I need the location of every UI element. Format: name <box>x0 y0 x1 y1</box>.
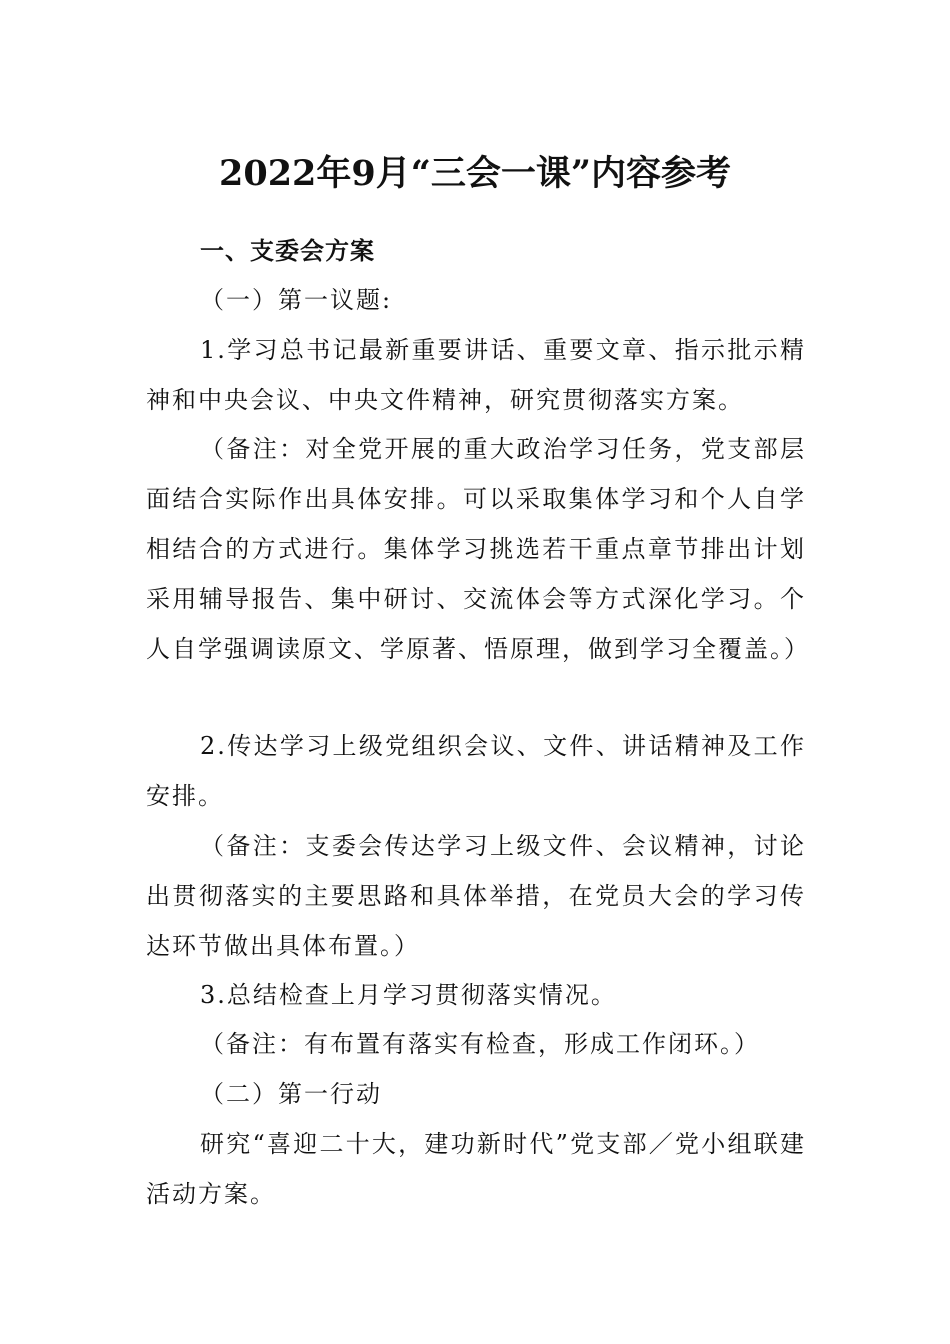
item-3-paragraph: 3.总结检查上月学习贯彻落实情况。 <box>200 981 617 1009</box>
action-paragraph: 研究“喜迎二十大，建功新时代”党支部／党小组联建活动方案。 <box>146 1130 806 1208</box>
subsection-heading-first-topic: （一）第一议题: <box>200 286 393 314</box>
item-1-paragraph: 1.学习总书记最新重要讲话、重要文章、指示批示精神和中央会议、中央文件精神，研究贯彻落实方案。 <box>146 336 806 414</box>
note-1-paragraph: （备注：对全党开展的重大政治学习任务，党支部层面结合实际作出具体安排。可以采取集体学习和个人自学相结合的方式进行。集体学习挑选若干重点章节排出计划采用辅导报告、集中研讨、交流体会等方式深化学习。个人自学强调读原文、学原著、悟原理，做到学习全覆盖。） <box>146 435 810 663</box>
document-title: 2022年9月“三会一课”内容参考 <box>218 153 732 194</box>
item-2-paragraph: 2.传达学习上级党组织会议、文件、讲话精神及工作安排。 <box>146 732 806 810</box>
subsection-heading-first-action: （二）第一行动 <box>200 1080 382 1108</box>
section-heading: 一、支委会方案 <box>200 237 375 265</box>
note-3-paragraph: （备注：有布置有落实有检查，形成工作闭环。） <box>200 1030 760 1058</box>
note-2-paragraph: （备注：支委会传达学习上级文件、会议精神，讨论出贯彻落实的主要思路和具体举措，在党员大会的学习传达环节做出具体布置。） <box>146 832 806 960</box>
